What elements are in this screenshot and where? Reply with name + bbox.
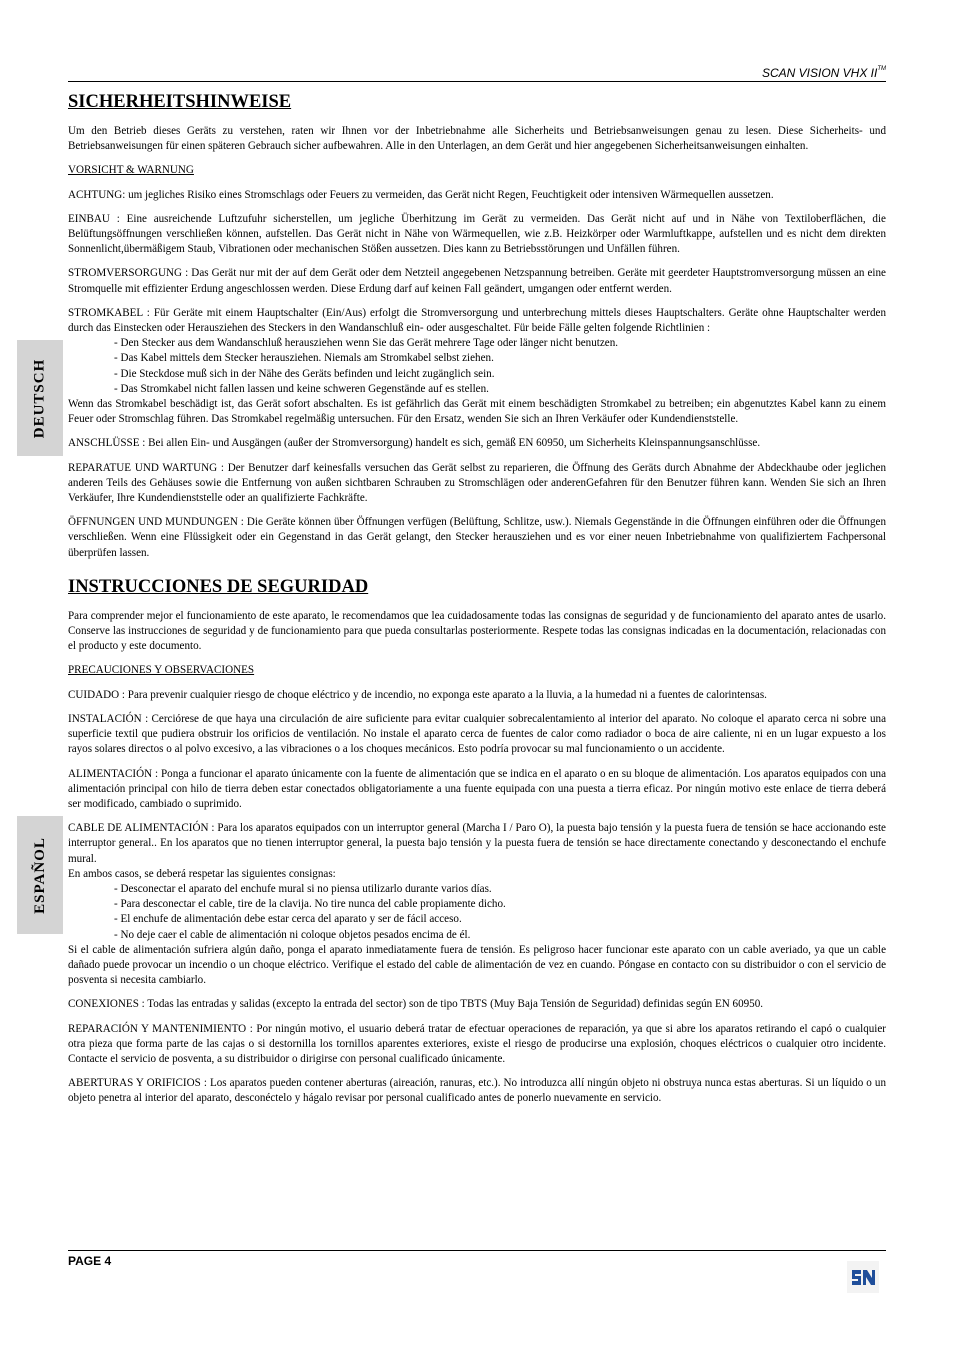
list-item: - No deje caer el cable de alimentación ni coloque objetos pesados encima de él. bbox=[114, 928, 886, 943]
de-reparatur: REPARATUE UND WARTUNG : Der Benutzer darf keinesfalls versuchen das Gerät selbst zu reparieren, die Öffnung des Geräts durch Abnahme der Abdeckhaube oder jeglichen anderen Teils des Gehäuses sowie die Entfernung von außen sichtbaren Schrauben zu Stromschlägen oder anderenGefahren für den Benutzer führen kann. Wenden Sie sich an Ihren Verkäufer, Ihre Kundendienststelle oder an qualifizierte Fachkräfte. bbox=[68, 461, 886, 505]
page-content bbox=[68, 88, 886, 1116]
page-number: PAGE 4 bbox=[68, 1254, 112, 1268]
list-item: - Desconectar el aparato del enchufe mural si no piensa utilizarlo durante varios días. bbox=[114, 882, 886, 897]
es-cable-list bbox=[68, 882, 886, 943]
trademark-symbol: TM bbox=[877, 66, 886, 72]
de-stromkabel-list bbox=[68, 336, 886, 397]
list-item: - Para desconectar el cable, tire de la clavija. No tire nunca del cable propiamente dicho. bbox=[114, 897, 886, 912]
de-subheading: VORSICHT & WARNUNG bbox=[68, 164, 194, 177]
side-tab-espanol: ESPAÑOL bbox=[17, 816, 63, 934]
es-cable: CABLE DE ALIMENTACIÓN : Para los aparatos equipados con un interruptor general (Marcha I / Paro O), la puesta bajo tensión y la puesta fuera de tensión se hace accionando este interruptor general.. En los aparatos que no tienen interruptor general, la puesta bajo tensión y la puesta fuera de tensión se hace directamente conectando y desconectando el enchufe mural. bbox=[68, 822, 886, 865]
list-item: - Das Stromkabel nicht fallen lassen und keine schweren Gegenstände auf es stellen. bbox=[114, 382, 886, 397]
de-oeffnungen: ÖFFNUNGEN UND MUNDUNGEN : Die Geräte können über Öffnungen verfügen (Belüftung, Schlitze, usw.). Niemals Gegenstände in die Öffnungen einführen oder die Öffnungen verschließen. Wenn eine Flüssigkeit oder ein Gegenstand in das Gerät gelangt, den Stecker herausziehen und es vor einer neuen Inbetriebnahme von qualifiziertem Fachpersonal überprüfen lassen. bbox=[68, 516, 886, 559]
document-header-title: SCAN VISION VHX II™ bbox=[761, 66, 886, 80]
brand-logo-icon bbox=[847, 1261, 879, 1293]
de-anschluesse: ANSCHLÜSSE : Bei allen Ein- und Ausgängen (außer der Stromversorgung) handelt es sich, gemäß EN 60950, um Sicherheits Kleinspannungsanschlüsse. bbox=[68, 437, 761, 450]
list-item: - El enchufe de alimentación debe estar cerca del aparato y ser de fácil acceso. bbox=[114, 912, 886, 927]
de-stromkabel-after: Wenn das Stromkabel beschädigt ist, das Gerät sofort abschalten. Es ist gefährlich das Gerät mit einem beschädigten Stromkabel zu betreiben; ein abgenutztes Kabel kann zu einem Feuer oder Stromschlag führen. Das Stromkabel regelmäßig untersuchen. Für den Ersatz, wenden Sie sich an Ihren Verkäufer oder Kundendienststelle. bbox=[68, 398, 886, 426]
header-rule bbox=[68, 81, 886, 82]
es-cable-after: Si el cable de alimentación sufriera algún daño, ponga el aparato inmediatamente fuera de tensión. Es peligroso hacer funcionar este aparato con un cable averiado, ya que un cable dañado puede provocar un incendio o un choque eléctrico. Verifique el estado del cable de alimentación de vez en cuando. Póngase en contacto con su distribuidor o con el servicio de posventa si necesita cambiarlo. bbox=[68, 943, 886, 987]
es-alimentacion: ALIMENTACIÓN : Ponga a funcionar el aparato únicamente con la fuente de alimentación que se indica en el aparato o en su bloque de alimentación. Los aparatos equipados con una alimentación principal con hilo de tierra deben estar conectados obligatoriamente a una fuente equipada con una puesta a tierra eficaz. Por ningún motivo este enlace de tierra deberá ser modificado, cambiado o suprimido. bbox=[68, 767, 886, 810]
es-subheading: PRECAUCIONES Y OBSERVACIONES bbox=[68, 664, 255, 677]
list-item: - Den Stecker aus dem Wandanschluß herausziehen wenn Sie das Gerät mehrere Tage oder länger nicht benutzen. bbox=[114, 336, 886, 351]
list-item: - Das Kabel mittels dem Stecker herausziehen. Niemals am Stromkabel selbst ziehen. bbox=[114, 351, 886, 366]
es-cuidado: CUIDADO : Para prevenir cualquier riesgo de choque eléctrico y de incendio, no exponga este aparato a la lluvia, a la humedad ni a fuentes de calorintensas. bbox=[68, 688, 767, 701]
de-einbau: EINBAU : Eine ausreichende Luftzufuhr sicherstellen, um jegliche Überhitzung im Gerät zu vermeiden. Das Gerät nicht auf und in Nähe von Textiloberflächen, die Belüftungsöffnungen verschließen können, aufstellen. Das Gerät nicht in Nähe von Wärmequellen, wie z.B. Heizkörper oder Warmluftkappe, aufstellen und es nicht dem direkten Sonnenlicht,übermäßigem Staub, Vibrationen oder mechanischen Stößen aussetzen. Dies kann zu Betriebsstörungen und Unfällen führen. bbox=[68, 212, 886, 256]
de-stromkabel: STROMKABEL : Für Geräte mit einem Hauptschalter (Ein/Aus) erfolgt die Stromversorgung und unterbrechung mittels dieses Hauptschalters. Geräte ohne Hauptschalter werden durch das Einstecken oder Herausziehen des Steckers in den Wandanschluß ein- oder ausgeschaltet. Für beide Fälle gelten folgende Richtlinien : bbox=[68, 306, 886, 335]
side-tab-deutsch: DEUTSCH bbox=[17, 340, 63, 456]
de-achtung: ACHTUNG: um jegliches Risiko eines Stromschlags oder Feuers zu vermeiden, das Gerät nicht Regen, Feuchtigkeit oder intensiven Wärmequellen aussetzen. bbox=[68, 188, 774, 201]
es-reparacion: REPARACIÓN Y MANTENIMIENTO : Por ningún motivo, el usuario deberá tratar de efectuar operaciones de reparación, ya que si abre los aparatos retirando el capó o cualquier otra pieza que forma parte de las cajas o si destornilla los tornillos aparentes exteriores, existe el riesgo de producirse una explosión, choques eléctricos o cualquier otro incidente. Contacte el servicio de posventa, a su distribuidor o dirigirse con personal cualificado únicamente. bbox=[68, 1022, 886, 1065]
de-stromversorgung: STROMVERSORGUNG : Das Gerät nur mit der auf dem Gerät oder dem Netzteil angegebenen Netzspannung betreiben. Geräte mit geerdeter Hauptstromversorgung müssen an eine Stromquelle mit effizienter Erdung angeschlossen werden. Diese Erdung darf auf keinen Fall geändert, umgangen oder entfernt werden. bbox=[68, 267, 886, 295]
section-heading-es: INSTRUCCIONES DE SEGURIDAD bbox=[68, 576, 369, 597]
es-instalacion: INSTALACIÓN : Cerciórese de que haya una circulación de aire suficiente para evitar cualquier sobrecalentamiento al interior del aparato. No coloque el aparato cerca ni sobre una superficie textil que pudiera obstruir los orificios de ventilación. No instale el aparato cerca de fuentes de calor como radiador o boca de aire caliente, ni en un lugar expuesto a los rayos solares directos o al polvo excesivo, a las vibraciones o a los choques mecánicos. Esto podría provocar su mal funcionamiento o un accidente. bbox=[68, 712, 886, 756]
es-intro: Para comprender mejor el funcionamiento de este aparato, le recomendamos que lea cuidadosamente todas las consignas de seguridad y de funcionamiento del aparato antes de usarlo. Conserve las instrucciones de seguridad y de funcionamiento para que pueda consultarlas posteriormente. Respete todas las consignas indicadas en la documentación, relacionadas con el producto y este documento. bbox=[68, 609, 886, 653]
es-conexiones: CONEXIONES : Todas las entradas y salidas (excepto la entrada del sector) son de tipo TBTS (Muy Baja Tensión de Seguridad) definidas según EN 60950. bbox=[68, 998, 764, 1011]
list-item: - Die Steckdose muß sich in der Nähe des Geräts befinden und leicht zugänglich sein. bbox=[114, 367, 886, 382]
footer-rule bbox=[68, 1250, 886, 1251]
de-intro: Um den Betrieb dieses Geräts zu verstehen, raten wir Ihnen vor der Inbetriebnahme alle Sicherheits und Betriebsanweisungen genau zu lesen. Diese Sicherheits- und Betriebsanweisungen für einen späteren Gebrauch sicher aufbewahren. Alle in den Unterlagen, an dem Gerät und hier angegebenen Sicherheitsanweisungen einhalten. bbox=[68, 125, 886, 153]
section-heading-de: SICHERHEITSHINWEISE bbox=[68, 92, 292, 112]
es-aberturas: ABERTURAS Y ORIFICIOS : Los aparatos pueden contener aberturas (aireación, ranuras, etc.). No introduzca allí ningún objeto ni obstruya nunca estas aberturas. Si un líquido o un objeto penetra al interior del aparato, desconéctelo y hágalo revisar por personal cualificado antes de ponerlo nuevamente en servicio. bbox=[68, 1077, 886, 1105]
es-cable-intro-list: En ambos casos, se deberá respetar las siguientes consignas: bbox=[68, 867, 336, 880]
